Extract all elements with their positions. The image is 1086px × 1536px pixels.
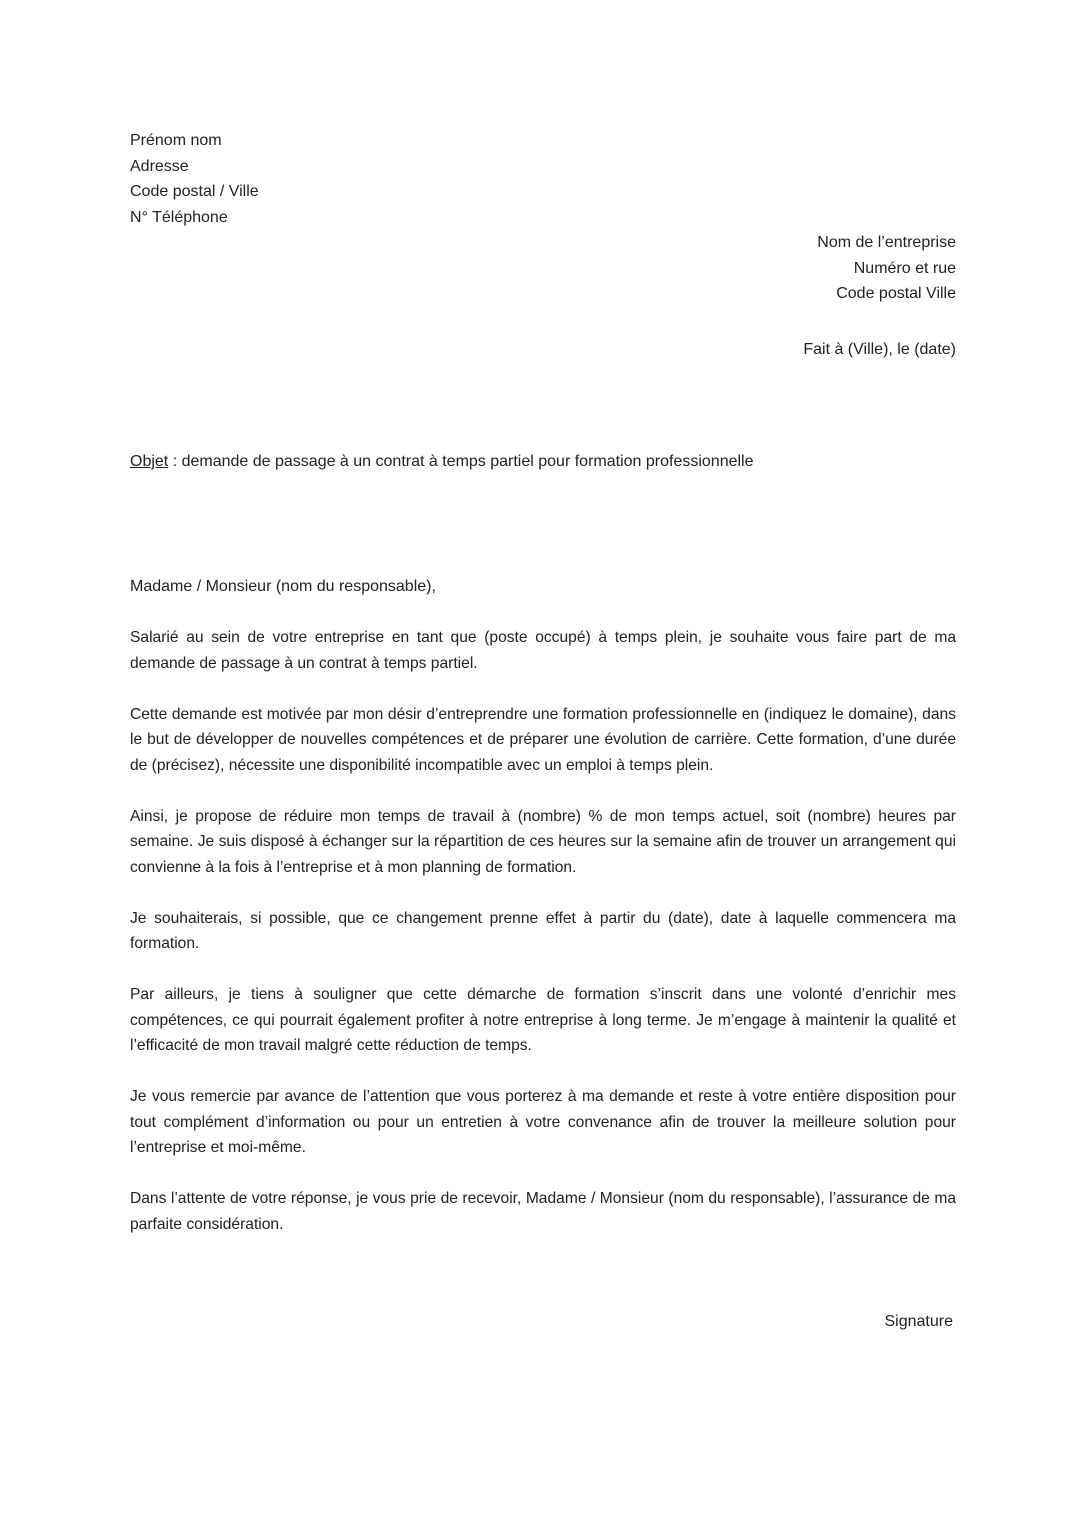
letter-body (130, 625, 956, 1263)
recipient-postal-city: Code postal Ville (836, 285, 956, 302)
body-paragraph: Salarié au sein de votre entreprise en tant que (poste occupé) à temps plein, je souhaite vous faire part de ma demande de passage à un contrat à temps partiel. (130, 629, 956, 672)
sender-address: Adresse (130, 157, 189, 175)
recipient-block (556, 230, 956, 307)
sender-phone: N° Téléphone (130, 208, 228, 226)
subject-label: Objet (130, 453, 169, 470)
subject-text: : demande de passage à un contrat à temps partiel pour formation professionnelle (168, 453, 754, 470)
body-paragraph: Cette demande est motivée par mon désir d’entreprendre une formation professionnelle en (indiquez le domaine), dans le but de développer de nouvelles compétences et de préparer une évolution de carrière. Cette formation, d’une durée de (précisez), nécessite une disponibilité incompatible avec un emploi à temps plein. (130, 705, 956, 774)
recipient-street: Numéro et rue (853, 259, 956, 277)
sender-postal-city: Code postal / Ville (130, 183, 259, 200)
signature-label: Signature (884, 1313, 953, 1330)
place-date-line: Fait à (Ville), le (date) (803, 341, 956, 358)
body-paragraph: Je souhaiterais, si possible, que ce changement prenne effet à partir du (date), date à laquelle commencera ma formation. (130, 909, 956, 952)
body-paragraph: Je vous remercie par avance de l’attention que vous porterez à ma demande et reste à votre entière disposition pour tout complément d’information ou pour un entretien à votre convenance afin de trouver la meilleure solution pour l’entreprise et moi-même. (130, 1088, 956, 1156)
salutation: Madame / Monsieur (nom du responsable), (130, 578, 436, 595)
body-paragraph: Par ailleurs, je tiens à souligner que cette démarche de formation s’inscrit dans une volonté d’enrichir mes compétences, ce qui pourrait également profiter à notre entreprise à long terme. Je m’engage à maintenir la qualité et l’efficacité de mon travail malgré cette réduction de temps. (130, 986, 956, 1054)
body-paragraph: Ainsi, je propose de réduire mon temps de travail à (nombre) % de mon temps actuel, soit (nombre) heures par semaine. Je suis disposé à échanger sur la répartition de ces heures sur la semaine afin de trouver un arrangement qui convienne à la fois à l’entreprise et à mon planning de formation. (130, 807, 956, 876)
recipient-company: Nom de l’entreprise (817, 234, 956, 251)
body-paragraph: Dans l’attente de votre réponse, je vous prie de recevoir, Madame / Monsieur (nom du responsable), l’assurance de ma parfaite considération. (130, 1190, 956, 1233)
subject-line (130, 449, 956, 475)
sender-name: Prénom nom (130, 132, 222, 149)
sender-block (130, 128, 530, 230)
